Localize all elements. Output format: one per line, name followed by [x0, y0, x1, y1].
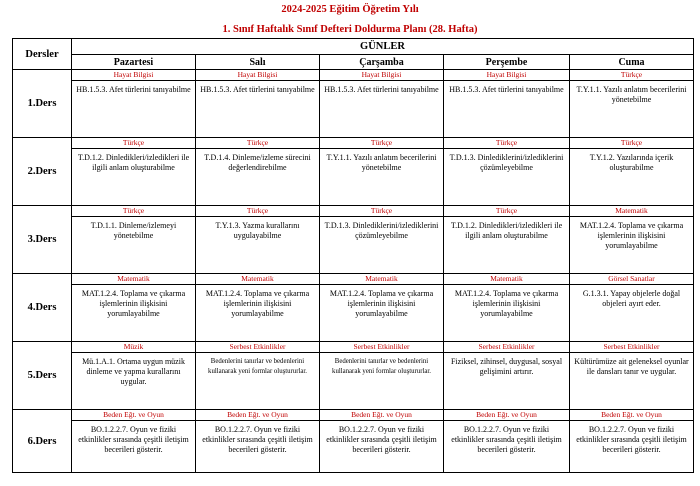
outcome-text: T.D.1.3. Dinlediklerini/izlediklerini çözümleyebilme [449, 153, 564, 172]
plan-cell [196, 342, 320, 410]
outcome-text: T.Y.1.1. Yazılı anlatım becerilerini yönetebilme [576, 85, 687, 104]
plan-cell [320, 206, 444, 274]
weekly-plan-table [12, 38, 694, 473]
outcome-text: MAT.1.2.4. Toplama ve çıkarma işlemlerinin ilişkisini yorumlayabilme [81, 289, 186, 318]
day-header: Salı [196, 55, 320, 70]
subject-label: Matematik [320, 274, 443, 285]
subject-label: Matematik [72, 274, 195, 285]
lesson-label: 2.Ders [13, 138, 72, 206]
outcome-text: BO.1.2.2.7. Oyun ve fiziki etkinlikler sırasında çeşitli iletişim becerileri gösterir. [202, 425, 313, 454]
lesson-label: 6.Ders [13, 410, 72, 473]
plan-cell [570, 274, 694, 342]
day-header: Cuma [570, 55, 694, 70]
plan-cell [72, 138, 196, 206]
outcome-text: Kültürümüze ait geleneksel oyunlar ile dansları tanır ve uygular. [574, 357, 689, 376]
outcome-text: BO.1.2.2.7. Oyun ve fiziki etkinlikler sırasında çeşitli iletişim becerileri gösterir. [78, 425, 189, 454]
outcome-text: T.D.1.4. Dinleme/izleme sürecini değerlendirebilme [204, 153, 311, 172]
subject-label: Türkçe [570, 70, 693, 81]
subject-label: Serbest Etkinlikler [196, 342, 319, 353]
outcome-text: T.D.1.2. Dinledikleri/izledikleri ile ilgili anlam oluşturabilme [77, 153, 190, 172]
plan-cell [72, 206, 196, 274]
subject-label: Türkçe [196, 138, 319, 149]
subject-label: Beden Eğt. ve Oyun [570, 410, 693, 421]
plan-cell [196, 70, 320, 138]
subject-label: Müzik [72, 342, 195, 353]
plan-cell [320, 410, 444, 473]
plan-cell [570, 342, 694, 410]
subject-label: Hayat Bilgisi [196, 70, 319, 81]
outcome-text: MAT.1.2.4. Toplama ve çıkarma işlemlerinin ilişkisini yorumlayabilme [579, 221, 684, 250]
subject-label: Görsel Sanatlar [570, 274, 693, 285]
outcome-text: MAT.1.2.4. Toplama ve çıkarma işlemlerinin ilişkisini yorumlayabilme [454, 289, 559, 318]
plan-cell [320, 342, 444, 410]
day-header: Çarşamba [320, 55, 444, 70]
lesson-row [13, 206, 694, 274]
subject-label: Beden Eğt. ve Oyun [320, 410, 443, 421]
subject-label: Serbest Etkinlikler [570, 342, 693, 353]
outcome-text: Bedenlerini tanırlar ve bedenlerini kullanarak yeni formlar oluştururlar. [208, 358, 307, 375]
header-gunler: GÜNLER [72, 39, 694, 55]
plan-cell [72, 274, 196, 342]
outcome-text: MAT.1.2.4. Toplama ve çıkarma işlemlerinin ilişkisini yorumlayabilme [205, 289, 310, 318]
outcome-text: BO.1.2.2.7. Oyun ve fiziki etkinlikler sırasında çeşitli iletişim becerileri gösterir. [576, 425, 687, 454]
lesson-row [13, 274, 694, 342]
lesson-label: 4.Ders [13, 274, 72, 342]
outcome-text: T.Y.1.3. Yazma kurallarını uygulayabilme [215, 221, 300, 240]
plan-cell [196, 138, 320, 206]
document-subtitle: 1. Sınıf Haftalık Sınıf Defteri Doldurma Planı (28. Hafta) [222, 24, 478, 35]
plan-cell [72, 70, 196, 138]
plan-cell [570, 410, 694, 473]
outcome-text: HB.1.5.3. Afet türlerini tanıyabilme [76, 85, 191, 94]
lesson-row [13, 342, 694, 410]
plan-cell [444, 342, 570, 410]
plan-cell [570, 206, 694, 274]
outcome-text: T.Y.1.2. Yazılarında içerik oluşturabilme [589, 153, 674, 172]
outcome-text: HB.1.5.3. Afet türlerini tanıyabilme [200, 85, 315, 94]
outcome-text: T.Y.1.1. Yazılı anlatım becerilerini yönetebilme [326, 153, 437, 172]
outcome-text: MAT.1.2.4. Toplama ve çıkarma işlemlerinin ilişkisini yorumlayabilme [329, 289, 434, 318]
subject-label: Matematik [196, 274, 319, 285]
plan-cell [320, 70, 444, 138]
outcome-text: T.D.1.3. Dinlediklerini/izlediklerini çözümleyebilme [324, 221, 439, 240]
lesson-row [13, 410, 694, 473]
subject-label: Türkçe [196, 206, 319, 217]
subject-label: Hayat Bilgisi [444, 70, 569, 81]
outcome-text: BO.1.2.2.7. Oyun ve fiziki etkinlikler sırasında çeşitli iletişim becerileri gösterir. [451, 425, 562, 454]
subject-label: Hayat Bilgisi [320, 70, 443, 81]
subject-label: Serbest Etkinlikler [320, 342, 443, 353]
subject-label: Türkçe [320, 138, 443, 149]
subject-label: Serbest Etkinlikler [444, 342, 569, 353]
lesson-label: 5.Ders [13, 342, 72, 410]
plan-cell [570, 138, 694, 206]
outcome-text: T.D.1.1. Dinleme/izlemeyi yönetebilme [90, 221, 177, 240]
subject-label: Türkçe [320, 206, 443, 217]
plan-cell [320, 274, 444, 342]
header-dersler: Dersler [13, 39, 72, 70]
day-header: Perşembe [444, 55, 570, 70]
subject-label: Türkçe [72, 206, 195, 217]
subject-label: Beden Eğt. ve Oyun [196, 410, 319, 421]
plan-cell [320, 138, 444, 206]
plan-cell [444, 70, 570, 138]
outcome-text: Fiziksel, zihinsel, duygusal, sosyal gelişimini artırır. [450, 357, 563, 376]
subject-label: Beden Eğt. ve Oyun [72, 410, 195, 421]
plan-cell [72, 410, 196, 473]
subject-label: Matematik [570, 206, 693, 217]
subject-label: Türkçe [570, 138, 693, 149]
subject-label: Beden Eğt. ve Oyun [444, 410, 569, 421]
subject-label: Türkçe [444, 138, 569, 149]
day-header: Pazartesi [72, 55, 196, 70]
outcome-text: HB.1.5.3. Afet türlerini tanıyabilme [324, 85, 439, 94]
plan-cell [196, 410, 320, 473]
plan-cell [444, 138, 570, 206]
plan-cell [444, 410, 570, 473]
outcome-text: Mü.1.A.1. Ortama uygun müzik dinleme ve yapma kurallarını uygular. [82, 357, 185, 386]
subject-label: Hayat Bilgisi [72, 70, 195, 81]
lesson-label: 3.Ders [13, 206, 72, 274]
plan-cell [72, 342, 196, 410]
plan-cell [444, 274, 570, 342]
plan-cell [196, 274, 320, 342]
plan-cell [444, 206, 570, 274]
document-title: 2024-2025 Eğitim Öğretim Yılı [281, 4, 419, 15]
outcome-text: T.D.1.2. Dinledikleri/izledikleri ile ilgili anlam oluşturabilme [450, 221, 563, 240]
lesson-row [13, 138, 694, 206]
outcome-text: HB.1.5.3. Afet türlerini tanıyabilme [449, 85, 564, 94]
lesson-row [13, 70, 694, 138]
outcome-text: G.1.3.1. Yapay objelerle doğal objeleri ayırt eder. [582, 289, 681, 308]
plan-cell [196, 206, 320, 274]
subject-label: Türkçe [444, 206, 569, 217]
outcome-text: BO.1.2.2.7. Oyun ve fiziki etkinlikler sırasında çeşitli iletişim becerileri gösterir. [326, 425, 437, 454]
subject-label: Matematik [444, 274, 569, 285]
subject-label: Türkçe [72, 138, 195, 149]
plan-cell [570, 70, 694, 138]
outcome-text: Bedenlerini tanırlar ve bedenlerini kullanarak yeni formlar oluştururlar. [332, 358, 431, 375]
lesson-label: 1.Ders [13, 70, 72, 138]
